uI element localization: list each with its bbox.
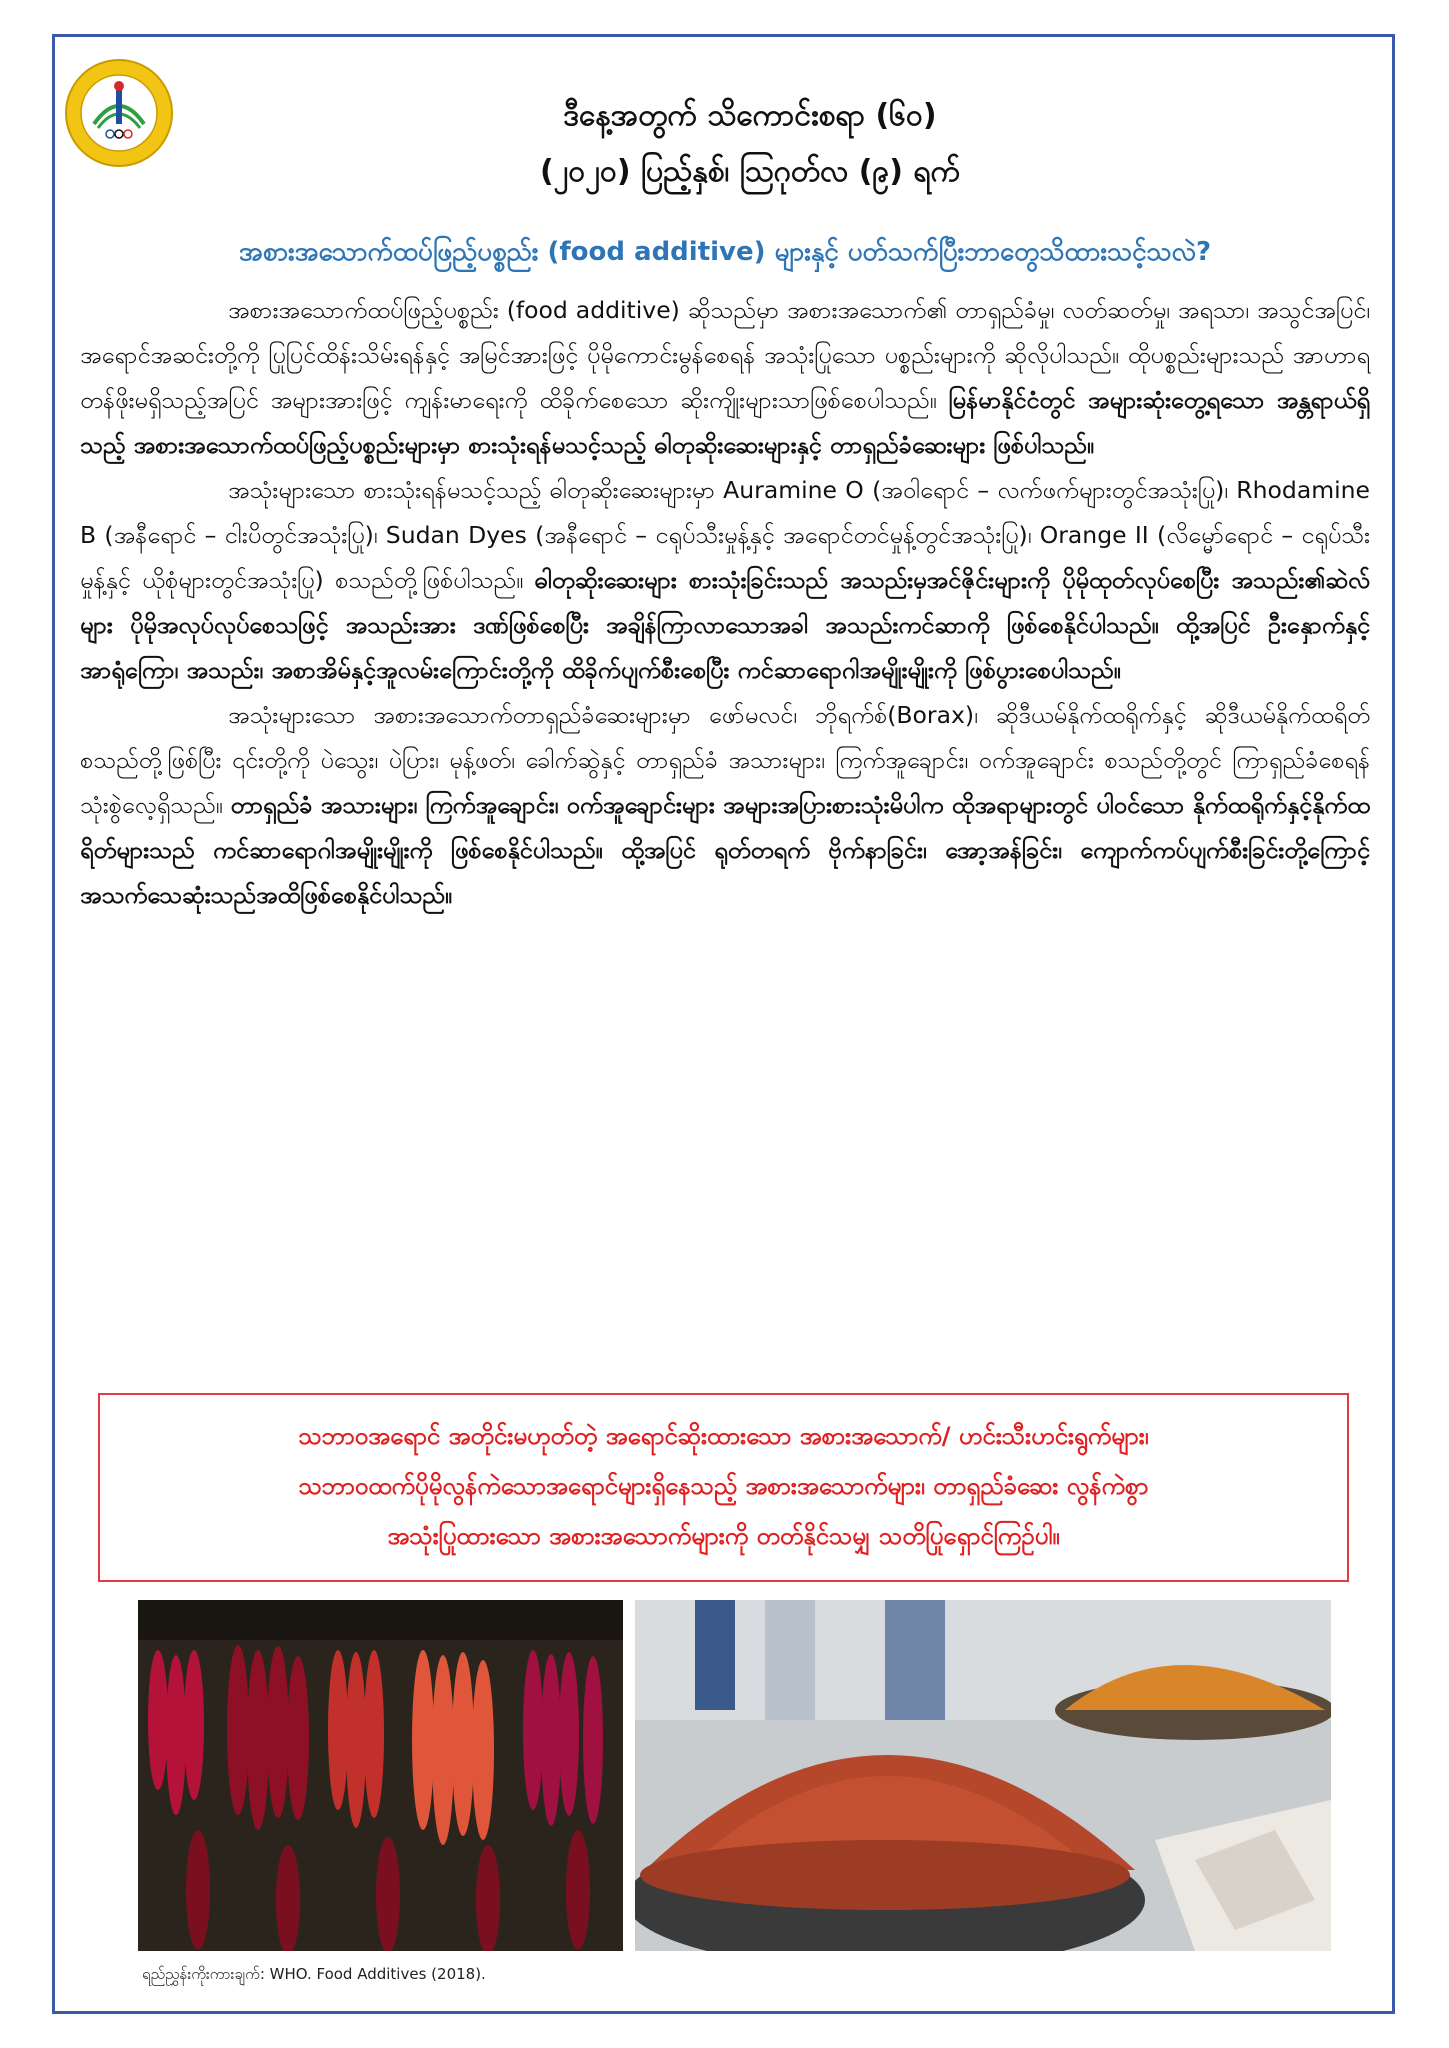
document-header (200, 88, 1300, 200)
paragraph-2 (80, 468, 1370, 693)
warning-box (98, 1393, 1349, 1582)
paragraph-1-text: အစားအသောက်ထပ်ဖြည့်ပစ္စည်း (food additive) ဆိုသည်မှာ အစားအသောက်၏ တာရှည်ခံမှု၊ လတ်ဆတ်မှု၊ အရသာ၊ အသွင်အပြင်၊ အရောင်အဆင်းတို့ကို ပြုပြင်ထိန်းသိမ်းရန်နှင့် အမြင်အားဖြင့် ပိုမိုကောင်းမွန်စေရန် အသုံးပြုသော ပစ္စည်းများကို ဆိုလိုပါသည်။ ထိုပစ္စည်းများသည် အာဟာရတန်ဖိုးမရှိသည့်အပြင် အများအားဖြင့် ကျန်းမာရေးကို ထိခိုက်စေသော ဆိုးကျိုးများသာဖြစ်စေပါသည်။ (80, 296, 1370, 414)
header-title: ဒီနေ့အတွက် သိကောင်းစရာ (၆၀) (563, 98, 937, 133)
warning-line-1: သဘာဝအရောင် အတိုင်းမဟုတ်တဲ့ အရောင်ဆိုးထားသော အစားအသောက်/ ဟင်းသီးဟင်းရွက်များ၊ (298, 1422, 1149, 1450)
ministry-seal-logo (64, 58, 174, 168)
source-citation: ရည်ညွှန်းကိုးကားချက်: WHO. Food Additives (2018). (142, 1965, 486, 1983)
warning-line-3: အသုံးပြုထားသော အစားအသောက်များကို တတ်နိုင်သမျှ သတိပြုရှောင်ကြဉ်ပါ။ (387, 1522, 1060, 1550)
paragraph-1-bold: မြန်မာနိုင်ငံတွင် အများဆုံးတွေ့ရသော အန္တရာယ်ရှိသည့် အစားအသောက်ထပ်ဖြည့်ပစ္စည်းများမှာ စားသုံးရန်မသင့်သည့် ဓါတုဆိုးဆေးများနှင့် တာရှည်ခံဆေးများ ဖြစ်ပါသည်။ (80, 386, 1370, 459)
paragraph-1 (80, 288, 1370, 468)
dyed-sausages-photo (138, 1600, 623, 1951)
header-date: (၂၀၂၀) ပြည့်နှစ်၊ ဩဂုတ်လ (၉) ရက် (539, 154, 961, 189)
warning-line-2: သဘာဝထက်ပိုမိုလွန်ကဲသောအရောင်များရှိနေသည့် အစားအသောက်များ၊ တာရှည်ခံဆေး လွန်ကဲစွာ (298, 1472, 1149, 1500)
paragraph-3-bold: တာရှည်ခံ အသားများ၊ ကြက်အူချောင်း၊ ဝက်အူချောင်းများ အများအပြားစားသုံးမိပါက ထိုအရာများတွင် ပါဝင်သော နိုက်ထရိုက်နှင့်နိုက်ထရိတ်များသည် ကင်ဆာရောဂါအမျိုးမျိုးကို ဖြစ်စေနိုင်ပါသည်။ ထို့အပြင် ရုတ်တရက် ဗိုက်နာခြင်း၊ အော့အန်ခြင်း၊ ကျောက်ကပ်ပျက်စီးခြင်းတို့ကြောင့် အသက်သေဆုံးသည်အထိဖြစ်စေနိုင်ပါသည်။ (80, 791, 1370, 909)
paragraph-2-bold: ဓါတုဆိုးဆေးများ စားသုံးခြင်းသည် အသည်းမှအင်ဇိုင်းများကို ပိုမိုထုတ်လုပ်စေပြီး အသည်း၏ဆဲလ်များ ပိုမိုအလုပ်လုပ်စေသဖြင့် အသည်းအား ဒဏ်ဖြစ်စေပြီး အချိန်ကြာလာသောအခါ အသည်းကင်ဆာကို ဖြစ်စေနိုင်ပါသည်။ ထို့အပြင် ဦးနှောက်နှင့်အာရုံကြော၊ အသည်း၊ အစာအိမ်နှင့်အူလမ်းကြောင်းတို့ကို ထိခိုက်ပျက်စီးစေပြီး ကင်ဆာရောဂါအမျိုးမျိုးကို ဖြစ်ပွားစေပါသည်။ (80, 566, 1370, 684)
article-body (80, 288, 1370, 918)
paragraph-2-text: အသုံးများသော စားသုံးရန်မသင့်သည့် ဓါတုဆိုးဆေးများမှာ Auramine O (အဝါရောင် – လက်ဖက်များတွင်အသုံးပြု)၊ Rhodamine B (အနီရောင် – ငါးပိတွင်အသုံးပြု)၊ Sudan Dyes (အနီရောင် – ငရုပ်သီးမှုန့်နှင့် အရောင်တင်မှုန့်တွင်အသုံးပြု)၊ Orange II (လိမ္မော်ရောင် – ငရုပ်သီးမှုန့်နှင့် ယိုစုံများတွင်အသုံးပြု) စသည်တို့ဖြစ်ပါသည်။ (80, 476, 1370, 594)
paragraph-3-text: အသုံးများသော အစားအသောက်တာရှည်ခံဆေးများမှာ ဖော်မလင်၊ ဘိုရက်စ်(Borax)၊ ဆိုဒီယမ်နိုက်ထရိုက်နှင့် ဆိုဒီယမ်နိုက်ထရိတ် စသည်တို့ဖြစ်ပြီး ၎င်းတို့ကို ပဲသွေး၊ ပဲပြား၊ မုန့်ဖတ်၊ ခေါက်ဆွဲနှင့် တာရှည်ခံ အသားများ၊ ကြက်အူချောင်း၊ ဝက်အူချောင်း စသည်တို့တွင် ကြာရှည်ခံစေရန် သုံးစွဲလေ့ရှိသည်။ (80, 701, 1370, 819)
chili-powder-basins-photo (635, 1600, 1331, 1951)
article-subtitle: အစားအသောက်ထပ်ဖြည့်ပစ္စည်း (food additive) များနှင့် ပတ်သက်ပြီးဘာတွေသိထားသင့်သလဲ? (238, 237, 1212, 267)
paragraph-3 (80, 693, 1370, 918)
